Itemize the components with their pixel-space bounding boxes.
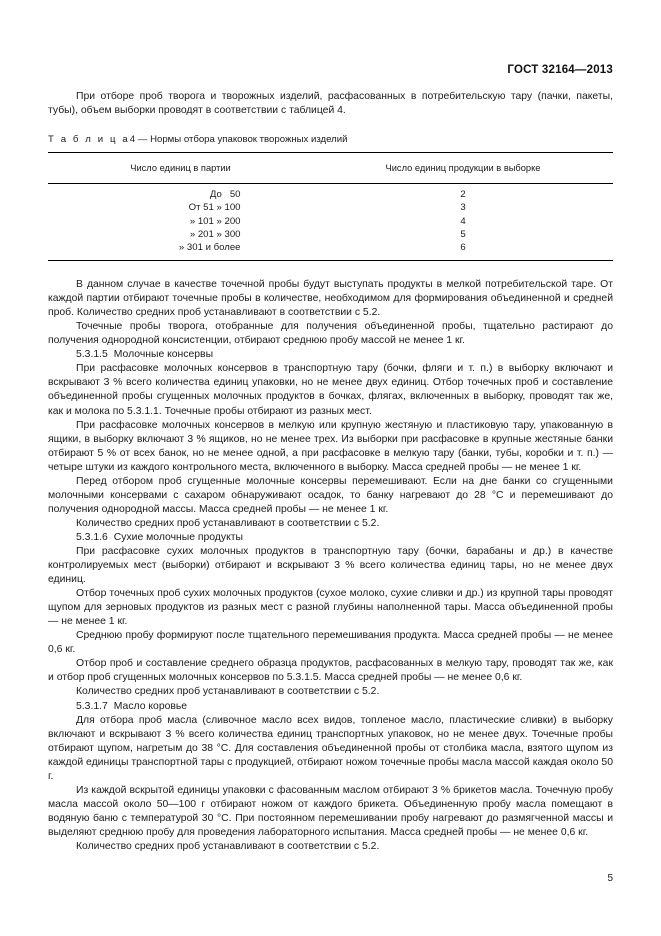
page-content: [48, 90, 613, 854]
list-item: 2: [460, 189, 466, 201]
clause-number: 5.3.1.5: [76, 349, 108, 361]
clause-number: 5.3.1.6: [76, 531, 108, 543]
clause-5-3-1-6-paragraph-1: При расфасовке сухих молочных продуктов в транспортную тару (бочки, барабаны и др.) в качестве контролируемых мест (выборки) отбирают и вскрывают 3 % всего количества единиц тары, но не менее двух единиц.: [48, 546, 613, 586]
clause-title: Сухие молочные продукты: [113, 531, 243, 543]
table-norms-of-packaging-sampling: [48, 152, 613, 261]
list-item: 4: [460, 215, 466, 227]
table-cell-counts: [313, 184, 613, 261]
paragraph-after-table-2: Точечные пробы творога, отобранные для получения объединенной пробы, тщательно растирают до получения однородной консистенции, отбирают среднюю пробу массой не менее 1 кг.: [48, 321, 613, 347]
clause-title: Молочные консервы: [113, 349, 214, 361]
clause-heading-5-3-1-5: [48, 348, 613, 362]
clause-5-3-1-5-paragraph-4: Количество средних проб устанавливают в соответствии с 5.2.: [76, 517, 380, 529]
clause-number: 5.3.1.7: [76, 700, 108, 712]
table-caption-number: 4: [129, 134, 136, 146]
table-caption-dash: —: [137, 134, 148, 146]
clause-heading-5-3-1-6: [48, 531, 613, 545]
clause-title: Масло коровье: [113, 700, 188, 712]
table-header-row: [48, 153, 613, 184]
clause-5-3-1-6-paragraph-5: Количество средних проб устанавливают в соответствии с 5.2.: [76, 686, 380, 698]
standard-designation: ГОСТ 32164—2013: [507, 64, 613, 76]
count-list: [313, 188, 613, 254]
clause-5-3-1-6-paragraph-2: Отбор точечных проб сухих молочных продуктов (сухое молоко, сухие сливки и др.) из крупной тары проводят щупом для зерновых продуктов из разных мест с разной глубины наполненной тары. Масса объединенной пробы — не менее 1 кг.: [48, 588, 613, 628]
list-item: 6: [460, 241, 466, 253]
spacer: [48, 261, 613, 278]
table-row: [48, 184, 613, 261]
clause-5-3-1-7-paragraph-3: Количество средних проб устанавливают в соответствии с 5.2.: [76, 840, 380, 852]
clause-5-3-1-6-paragraph-3: Среднюю пробу формируют после тщательного перемешивания продукта. Масса средней пробы — не менее 0,6 кг.: [48, 630, 613, 656]
list-item: » 101 » 200: [189, 215, 241, 227]
clause-5-3-1-5-paragraph-3: Перед отбором проб сгущенные молочные консервы перемешивают. Если на дне банки со сгущенными молочными консервами с сахаром обнаруживают осадок, то банку нагревают до 28 °С и перемешивают до получения однородной массы. Масса средней пробы — не менее 1 кг.: [48, 475, 613, 515]
clause-heading-5-3-1-7: [48, 700, 613, 714]
list-item: До 50: [209, 189, 241, 201]
list-item: » 201 » 300: [189, 228, 241, 240]
page-number: 5: [607, 873, 613, 884]
clause-5-3-1-7-paragraph-1: Для отбора проб масла (сливочное масло всех видов, топленое масло, пластические сливки) в выборку включают и вскрывают 3 % всего количества единиц транспортных упаковок, но не менее двух. Точечные пробы отбирают щупом, нагретым до 38 °С. Для составления объединенной пробы от столбика масла, взятого щупом из каждой единицы транспортной тары с продукцией, отбирают ножом точечные пробы масла массой каждая около 50 г.: [48, 714, 613, 782]
page-header: [48, 60, 613, 78]
table-caption-label: Т а б л и ц а: [48, 134, 130, 146]
table-caption-title: Нормы отбора упаковок творожных изделий: [150, 134, 348, 146]
table-caption: [48, 133, 613, 146]
list-item: 3: [460, 202, 466, 214]
clause-5-3-1-7-paragraph-2: Из каждой вскрытой единицы упаковки с фасованным маслом отбирают 3 % брикетов масла. Точечную пробу масла массой около 50—100 г отбирают ножом от каждого брикета. Объединенную пробу масла помещают в водяную баню с температурой 30 °С. При постоянном перемешивании пробу нагревают до размягченной массы и выделяют среднюю пробу для проведения лабораторного испытания. Масса средней пробы — не менее 0,6 кг.: [48, 784, 613, 838]
list-item: 5: [460, 228, 466, 240]
clause-5-3-1-5-paragraph-2: При расфасовке молочных консервов в мелкую или крупную жестяную и пластиковую тару, упакованную в ящики, в выборку включают 3 % ящиков, но не менее трех. Из выборки при расфасовке в крупные жестяные банки отбирают 5 % от всех банок, но не менее одной, а при расфасовке в мелкую тару (банки, тубы, коробки и т. п.) — четыре штуки из каждого контрольного места, включенного в выборку. Масса средней пробы — не менее 1 кг.: [48, 419, 613, 473]
list-item: От 51 » 100: [188, 202, 241, 214]
table-cell-ranges: [48, 184, 313, 261]
clause-5-3-1-5-paragraph-1: При расфасовке молочных консервов в транспортную тару (бочки, фляги и т. п.) в выборку включают и вскрывают 3 % всего количества единиц упаковки, но не менее двух единиц. Отбор точечных проб и составление объединенной пробы сгущенных молочных продуктов в бочках, флягах, включенных в выборку, проводят так же, как и молока по 5.3.1.1. Точечные пробы отбирают из разных мест.: [48, 363, 613, 417]
table-header-cell-lot-units: Число единиц в партии: [48, 153, 313, 184]
clause-5-3-1-6-paragraph-4: Отбор проб и составление среднего образца продуктов, расфасованных в мелкую тару, проводят так же, как и отбор проб сгущенных молочных консервов по 5.3.1.5. Масса средней пробы — не менее 0,6 кг.: [48, 658, 613, 684]
list-item: » 301 и более: [178, 241, 241, 253]
range-list: [48, 188, 313, 254]
paragraph-after-table-1: В данном случае в качестве точечной пробы будут выступать продукты в мелкой потребительской таре. От каждой партии отбирают точечные пробы в количестве, необходимом для формирования объединенной и средней проб. Количество средних проб устанавливают в соответствии с 5.2.: [48, 279, 613, 319]
table-header-cell-sample-units: Число единиц продукции в выборке: [313, 153, 613, 184]
intro-paragraph: При отборе проб творога и творожных изделий, расфасованных в потребительскую тару (пачки, пакеты, тубы), объем выборки проводят в соответствии с таблицей 4.: [48, 91, 613, 117]
